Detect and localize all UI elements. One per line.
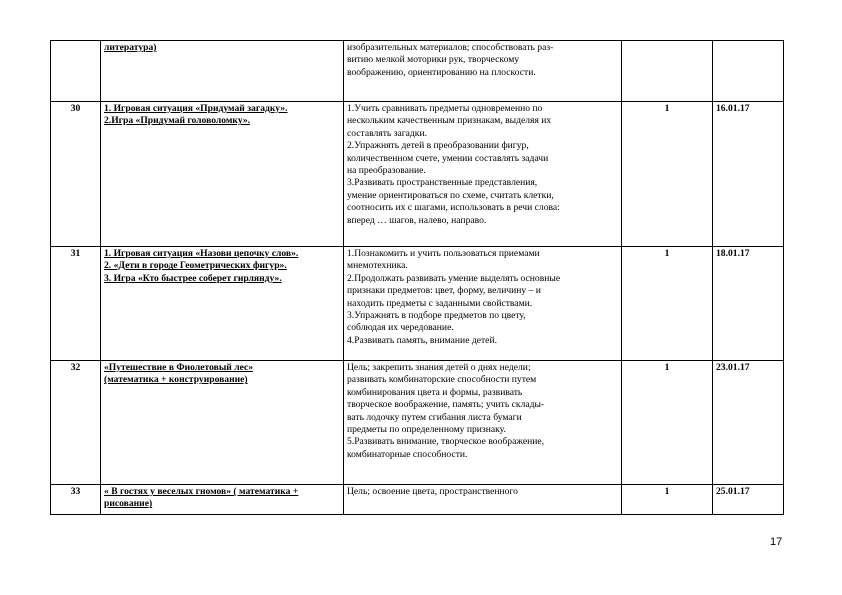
goal-line: умение ориентироваться по схеме, считать клетки, [347, 189, 554, 201]
goal-line: 2.Упражнять детей в преобразовании фигур, [347, 140, 529, 152]
goals-cell [344, 361, 622, 485]
activity-line: « В гостях у веселых гномов» ( математика + [104, 486, 299, 497]
table-row [51, 485, 784, 515]
goal-line: витию мелкой моторики рук, творческому [347, 54, 520, 66]
lesson-number: 31 [51, 247, 101, 361]
activity-line: 1. Игровая ситуация «Придумай загадку». [104, 103, 288, 114]
activities-cell [101, 102, 344, 247]
goal-line: находить предметы с заданными свойствами. [347, 297, 533, 309]
goal-line: 5.Развивать внимание, творческое воображение, [347, 436, 545, 448]
table-row [51, 247, 784, 361]
goal-line: изобразительных материалов; способствовать раз- [347, 42, 554, 53]
goal-line: вперед … шагов, налево, направо. [347, 214, 487, 226]
activity-line: 1. Игровая ситуация «Назови цепочку слов». [104, 248, 299, 259]
activities-cell [101, 247, 344, 361]
goals-cell [344, 41, 622, 102]
activity-line: «Путешествие в Фиолетовый лес» [104, 362, 254, 373]
hours-count: 1 [622, 247, 713, 361]
goal-line: 4.Развивать память, внимание детей. [347, 334, 497, 346]
hours-count [622, 41, 713, 102]
activities-cell [101, 485, 344, 515]
lesson-date: 25.01.17 [713, 485, 784, 515]
activity-line: 3. Игра «Кто быстрее соберет гирлянду». [104, 272, 282, 284]
goals-cell [344, 485, 622, 515]
goal-line: 3.Упражнять в подборе предметов по цвету, [347, 310, 526, 322]
lesson-number: 30 [51, 102, 101, 247]
table-body [51, 41, 784, 515]
goal-line: развивать комбинаторские способности путем [347, 374, 537, 386]
lesson-number [51, 41, 101, 102]
activity-line: 2.Игра «Придумай головоломку». [104, 115, 251, 127]
activity-line: литература) [104, 42, 157, 53]
goal-line: соблюдая их чередование. [347, 322, 454, 334]
goal-line: 2.Продолжать развивать умение выделять основные [347, 272, 561, 284]
table-row [51, 361, 784, 485]
goal-line: 1.Учить сравнивать предметы одновременно по [347, 103, 543, 114]
goal-line: 1.Познакомить и учить пользоваться приемами [347, 248, 540, 259]
lesson-date: 23.01.17 [713, 361, 784, 485]
goal-line: творческое воображение, память; учить склады- [347, 399, 545, 411]
hours-count: 1 [622, 361, 713, 485]
activity-line: рисование) [104, 498, 153, 510]
goal-line: комбинаторные способности. [347, 448, 468, 460]
goal-line: вать лодочку путем сгибания листа бумаги [347, 411, 522, 423]
lesson-date: 18.01.17 [713, 247, 784, 361]
goal-line: составлять загадки. [347, 127, 428, 139]
goals-cell [344, 247, 622, 361]
lesson-plan-table [50, 40, 784, 515]
goal-line: воображению, ориентированию на плоскости. [347, 66, 536, 78]
goal-line: комбинирования цвета и формы, развивать [347, 386, 523, 398]
goal-line: предметы по определенному признаку. [347, 424, 506, 436]
goal-line: мнемотехника. [347, 260, 408, 272]
table-row [51, 102, 784, 247]
lesson-date [713, 41, 784, 102]
activity-line: (математика + конструирование) [104, 374, 248, 386]
lesson-number: 33 [51, 485, 101, 515]
activities-cell [101, 41, 344, 102]
hours-count: 1 [622, 485, 713, 515]
goal-line: количественном счете, умении составлять задачи [347, 152, 549, 164]
goals-cell [344, 102, 622, 247]
activity-line: 2. «Дети в городе Геометрических фигур». [104, 260, 287, 272]
goal-line: признаки предметов: цвет, форму, величину – и [347, 285, 541, 297]
table-row [51, 41, 784, 102]
activities-cell [101, 361, 344, 485]
goal-line: 3.Развивать пространственные представления, [347, 177, 538, 189]
lesson-date: 16.01.17 [713, 102, 784, 247]
lesson-number: 32 [51, 361, 101, 485]
goal-line: нескольким качественным признакам, выделяя их [347, 115, 552, 127]
goal-line: Цель; закрепить знания детей о днях недели; [347, 362, 531, 373]
goal-line: Цель; освоение цвета, пространственного [347, 486, 518, 497]
hours-count: 1 [622, 102, 713, 247]
goal-line: на преобразование. [347, 165, 426, 177]
page-number: 17 [770, 536, 783, 548]
goal-line: соотносить их с шагами, использовать в речи слова: [347, 202, 560, 214]
